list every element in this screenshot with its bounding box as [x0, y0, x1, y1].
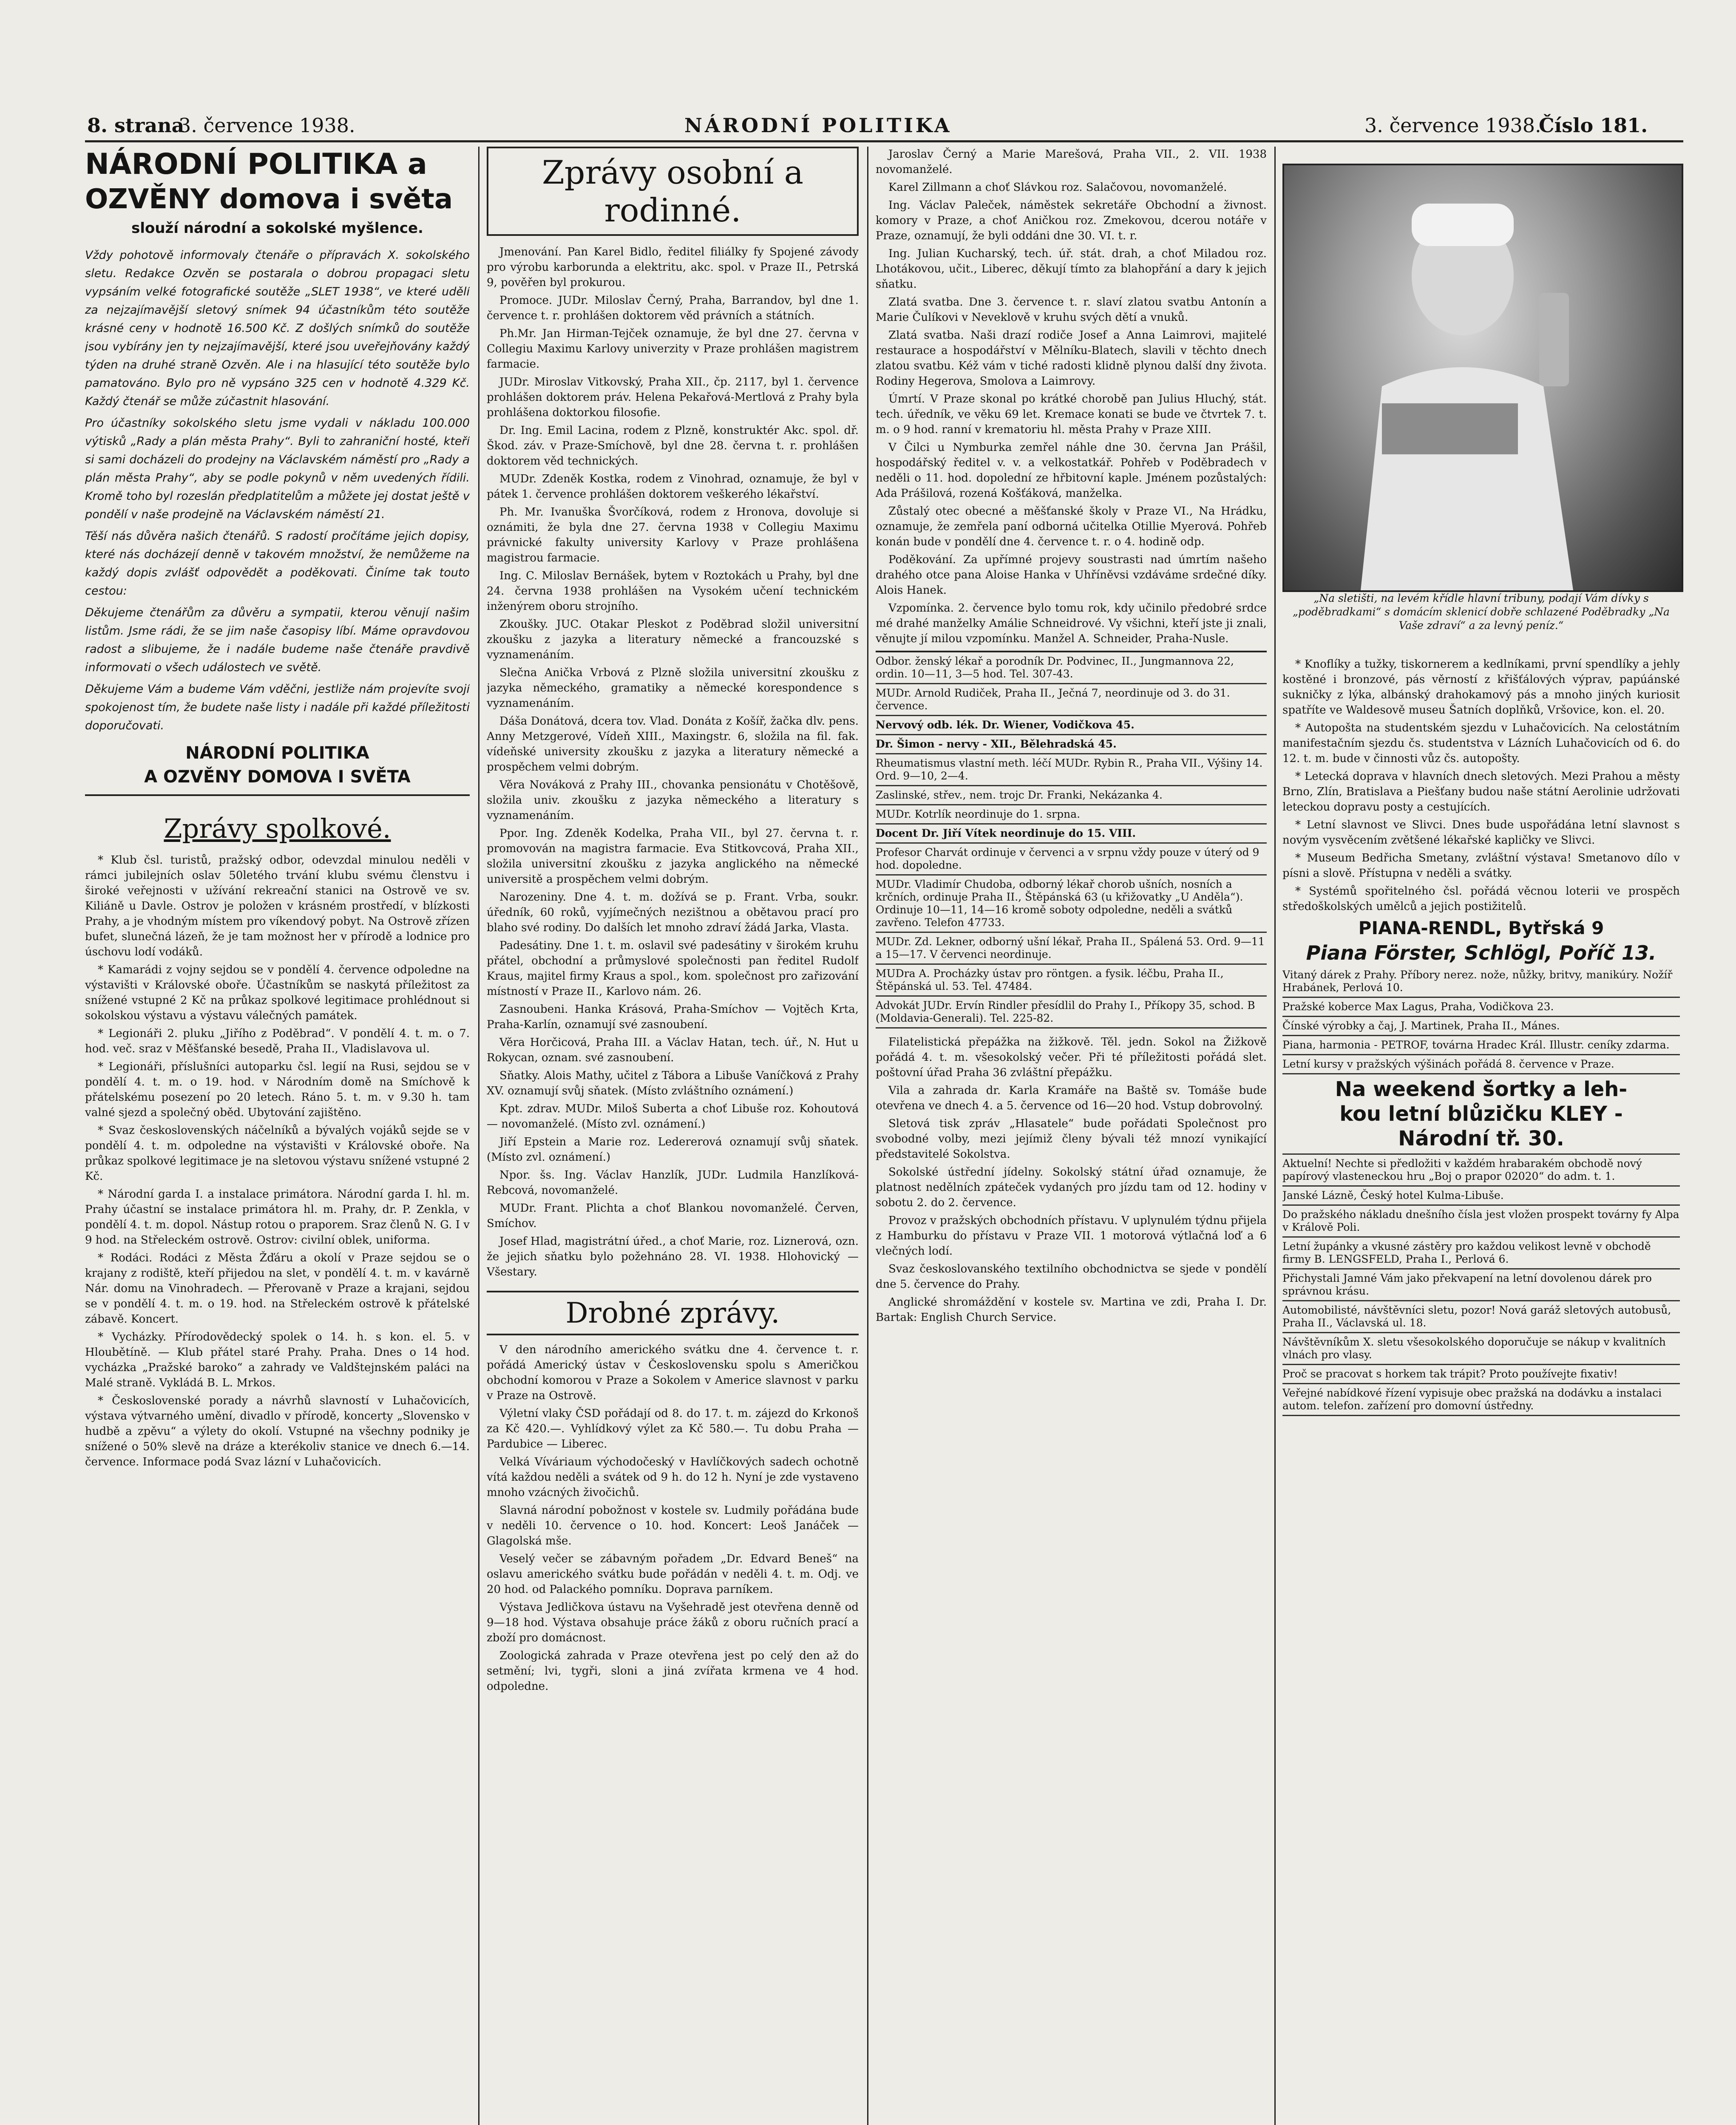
- promo-title-3: slouží národní a sokolské myšlence.: [131, 220, 423, 237]
- osobni-item: Poděkování. Za upřímné projevy soustrasti nad úmrtím našeho drahého otce pana Aloise Hanka v Uhříněvsi vzdáváme srdečné díky. Alois Hanek.: [876, 553, 1267, 597]
- ad-item: Návštěvníkům X. sletu všesokolského doporučuje se nákup v kvalitních vlnách pro vlasy.: [1282, 1333, 1680, 1365]
- promo-paragraph: Vždy pohotově informovaly čtenáře o přípravách X. sokolského sletu. Redakce Ozvěn se postarala o dobrou propagaci sletu vypsáním velké fotografické soutěže „SLET 1938“, ve které udělí za nejzajímavější sletový snímek 94 účastníkům této soutěže krásné ceny v hodnotě 16.500 Kč. Z došlých snímků do soutěže jsou vybírány jen ty nejzajímavější, které jsou uveřejňovány každý týden na druhé straně Ozvěn. Ale i na hlasující této soutěže bylo pamatováno. Bylo pro ně vypsáno 325 cen v hodnotě 4.329 Kč. Každý čtenář se může zúčastnit hlasování.: [85, 249, 470, 408]
- osobni-item: Slečna Anička Vrbová z Plzně složila universitní zkoušku z jazyka německého, gramatiky a německé korespondence s vyznamenáním.: [487, 666, 859, 710]
- osobni-item: Ing. Julian Kucharský, tech. úř. stát. drah, a choť Miladou roz. Lhotákovou, učit., Liberec, děkují tímto za blahopřání a dary k jejich sňatku.: [876, 247, 1267, 291]
- promo-signature-2: A OZVĚNY DOMOVA I SVĚTA: [144, 767, 411, 787]
- osobni-item: Zlatá svatba. Dne 3. července t. r. slaví zlatou svatbu Antonín a Marie Čulíkovi v Neveklově v kruhu svých dětí a vnuků.: [876, 296, 1267, 324]
- osobni-item: Ph.Mr. Jan Hirman-Tejček oznamuje, že byl dne 27. června v Collegiu Maximu Karlovy univerzity v Praze prohlášen magistrem farmacie.: [487, 327, 859, 371]
- osobni-item: Josef Hlad, magistrátní úřed., a choť Marie, roz. Liznerová, ozn. že jejich sňatku bylo požehnáno 28. VI. 1938. Hlohovický — Všestary.: [487, 1235, 859, 1278]
- promo-title-2: OZVĚNY domova i světa: [85, 184, 453, 215]
- osobni-item: Promoce. JUDr. Miloslav Černý, Praha, Barrandov, byl dne 1. července t. r. prohlášen doktorem věd právních a státních.: [487, 294, 859, 322]
- drobne-item: Sokolské ústřední jídelny. Sokolský státní úřad oznamuje, že platnost nedělních zpáteček vydaných pro jízdu tam od 12. hodiny v sobotu 2. do 2. července.: [876, 1166, 1267, 1209]
- right-column: [1282, 657, 1680, 2125]
- ad-item: MUDr. Zd. Lekner, odborný ušní lékař, Praha II., Spálená 53. Ord. 9—11 a 15—17. V červenci neordinuje.: [876, 933, 1267, 965]
- osobni-item: Sňatky. Alois Mathy, učitel z Tábora a Libuše Vaníčková z Prahy XV. oznamují svůj sňatek. (Místo zvláštního oznámení.): [487, 1069, 859, 1097]
- osobni-item: V Čilci u Nymburka zemřel náhle dne 30. června Jan Prášil, hospodářský ředitel v. v. a velkostatkář. Pohřeb v Poděbradech v neděli o 11. hod. dopolední ze hřbitovní kaple. Jménem pozůstalých: Ada Prášilová, rozená Košťáková, manželka.: [876, 441, 1267, 500]
- issue-number: Číslo 181.: [1539, 114, 1648, 137]
- osobni-item: Jaroslav Černý a Marie Marešová, Praha VII., 2. VII. 1938 novomanželé.: [876, 148, 1267, 176]
- ad-item: Veřejné nabídkové řízení vypisuje obec pražská na dodávku a instalaci autom. telefon. zařízení pro domovní ústředny.: [1282, 1384, 1680, 1416]
- drobne-item: Zoologická zahrada v Praze otevřena jest po celý den až do setmění; lvi, tygři, sloni a jiná zvířata krmena ve 4 hod. odpoledne.: [487, 1649, 859, 1693]
- ad-kley-line-3: Národní tř. 30.: [1398, 1127, 1564, 1150]
- ad-item: MUDra A. Procházky ústav pro röntgen. a fysik. léčbu, Praha II., Štěpánská ul. 53. Tel. 47484.: [876, 965, 1267, 997]
- ad-item: Dr. Šimon - nervy - XII., Bělehradská 45.: [876, 735, 1267, 754]
- ad-item: MUDr. Kotrlík neordinuje do 1. srpna.: [876, 805, 1267, 824]
- osobni-item: Vzpomínka. 2. července bylo tomu rok, kdy učinilo předobré srdce mé drahé manželky Amálie Schneidrové. Vy všichni, kteří jste ji znali, věnujte jí milou vzpomínku. Manžel A. Schneider, Praha-Nusle.: [876, 602, 1267, 645]
- drobne-item: Vila a zahrada dr. Karla Kramáře na Baště sv. Tomáše bude otevřena ve dnech 4. a 5. července od 16—20 hod. Vstup dobrovolný.: [876, 1084, 1267, 1112]
- promo-paragraph: Těší nás důvěra našich čtenářů. S radostí pročítáme jejich dopisy, které nás docházejí denně v takovém množství, že nemůžeme na každý dopis zvlášť odpovědět a poděkovati. Činíme tak touto cestou:: [85, 530, 470, 598]
- ad-item: Zaslinské, střev., nem. trojc Dr. Franki, Nekázanka 4.: [876, 786, 1267, 805]
- osobni-item: Úmrtí. V Praze skonal po krátké chorobě pan Julius Hluchý, stát. tech. úředník, ve věku 69 let. Kremace konati se bude ve čtvrtek 7. t. m. o 9 hod. ranní v krematoriu hl. města Prahy v Praze XIII.: [876, 393, 1267, 436]
- drobne-item: V den národního amerického svátku dne 4. července t. r. pořádá Americký ústav v Československu spolu s Američkou obchodní komorou v Praze a Sokolem v Americe slavnost v parku v Praze na Ostrově.: [487, 1343, 859, 1402]
- left-column: [85, 147, 470, 2125]
- drobne-item: Anglické shromáždění v kostele sv. Martina ve zdi, Praha I. Dr. Bartak: English Church Service.: [876, 1296, 1267, 1324]
- ad-item: Odbor. ženský lékař a porodník Dr. Podvinec, II., Jungmannova 22, ordin. 10—11, 3—5 hod. Tel. 307-43.: [876, 652, 1267, 684]
- news-item: * Museum Bedřicha Smetany, zvláštní výstava! Smetanovo dílo v písni a slově. Přístupna v neděli a svátky.: [1282, 852, 1680, 880]
- promo-paragraph: Děkujeme čtenářům za důvěru a sympatii, kterou věnují našim listům. Jsme rádi, že se jim naše časopisy líbí. Máme opravdovou radost a slibujeme, že i nadále budeme naše čtenáře pravdivě informovati o všech událostech ve světě.: [85, 606, 470, 674]
- osobni-item: Ing. C. Miloslav Bernášek, bytem v Roztokách u Prahy, byl dne 24. června 1938 prohlášen na Vysokém učení technickém inženýrem oboru strojního.: [487, 570, 859, 613]
- osobni-item: Padesátiny. Dne 1. t. m. oslavil své padesátiny v širokém kruhu přátel, obchodní a průmyslové společnosti pan ředitel Rudolf Kraus, majitel firmy Kraus a spol., kom. společnost pro zařizování místností v Praze II., Karlovo nám. 26.: [487, 939, 859, 998]
- osobni-title: Zprávy osobní a rodinné.: [487, 147, 859, 236]
- spolkove-title: Zprávy spolkové.: [164, 813, 391, 844]
- osobni-item: Ppor. Ing. Zdeněk Kodelka, Praha VII., byl 27. června t. r. promovován na magistra farmacie. Eva Stitkovcová, Praha XII., složila universitní zkoušku z jazyka anglického na německé universitě a prospěchem velmi dobrým.: [487, 827, 859, 886]
- column-divider-3: [1274, 147, 1276, 2125]
- ad-kley-line-2: kou letní blůzičku KLEY -: [1339, 1102, 1623, 1126]
- photo-illustration: [1284, 165, 1682, 590]
- ad-item: MUDr. Arnold Rudiček, Praha II., Ječná 7, neordinuje od 3. do 31. července.: [876, 684, 1267, 716]
- osobni-item: MUDr. Frant. Plichta a choť Blankou novomanželé. Červen, Smíchov.: [487, 1202, 859, 1230]
- news-item: * Letní slavnost ve Slivci. Dnes bude uspořádána letní slavnost s novým vysvěcením zvětšené lékařské kapličky ve Slivci.: [1282, 819, 1680, 847]
- spolkove-item: * Svaz československých náčelníků a bývalých vojáků sejde se v pondělí 4. t. m. odpoledne na výstavišti v Královské oboře. Na průkaz spolkové legitimace je na sletovou výstavu snížené vstupné 2 Kč.: [85, 1124, 470, 1183]
- ad-item: Piana, harmonia - PETROF, továrna Hradec Král. Illustr. ceníky zdarma.: [1282, 1036, 1680, 1055]
- osobni-item: Zůstalý otec obecné a měšťanské školy v Praze VI., Na Hrádku, oznamuje, že zemřela paní odborná učitelka Otillie Myerová. Pohřeb konán bude v pondělí dne 4. července t. r. o 4. hodině odp.: [876, 505, 1267, 548]
- medical-ads: [876, 651, 1267, 1028]
- ad-item: Automobilisté, návštěvníci sletu, pozor! Nová garáž sletových autobusů, Praha II., Václavská ul. 18.: [1282, 1301, 1680, 1333]
- ad-item: Rheumatismus vlastní meth. léčí MUDr. Rybin R., Praha VII., Výšiny 14. Ord. 9—10, 2—4.: [876, 754, 1267, 786]
- news-item: * Letecká doprava v hlavních dnech sletových. Mezi Prahou a městy Brno, Zlín, Bratislava a Piešťany budou naše státní Aerolinie udržovati leteckou dopravu posty a cestujících.: [1282, 770, 1680, 813]
- promo-paragraph: Děkujeme Vám a budeme Vám vděčni, jestliže nám projevíte svojí spokojenost tím, že budete naše listy i nadále při každé příležitosti doporučovati.: [85, 683, 470, 732]
- photo-caption: „Na sletišti, na levém křídle hlavní tribuny, podají Vám dívky s „poděbradkami“ s domácím sklenicí dobře schlazené Poděbradky „Na Vaše zdraví“ a za levný peníz.“: [1293, 592, 1670, 632]
- osobni-item: Jiří Epstein a Marie roz. Ledererová oznamují svůj sňatek. (Místo zvl. oznámení.): [487, 1136, 859, 1164]
- column-divider-2: [867, 147, 868, 2125]
- osobni-item: Ing. Václav Paleček, náměstek sekretáře Obchodní a živnost. komory v Praze, a choť Aničkou roz. Zmekovou, dcerou notáře v Praze, oznamují, že byli oddáni dne 30. VI. t. r.: [876, 199, 1267, 242]
- ad-item: Letní kursy v pražských výšinách pořádá 8. července v Praze.: [1282, 1055, 1680, 1074]
- bottle-shape: [1539, 293, 1569, 386]
- drobne-item: Sletová tisk zpráv „Hlasatele“ bude pořádati Společnost pro svobodné volby, mezi jejímiž členy bývali též mnozí vynikající představitelé Sokolstva.: [876, 1117, 1267, 1161]
- promo-box: [85, 147, 470, 796]
- page-number: 8. strana: [87, 114, 184, 137]
- drobne-item: Veselý večer se zábavným pořadem „Dr. Edvard Beneš“ na oslavu amerického svátku bude pořádán v neděli 4. t. m. Odj. ve 20 hod. od Palackého pomníku. Doprava parníkem.: [487, 1553, 859, 1596]
- ad-kley-line-1: Na weekend šortky a leh-: [1335, 1077, 1628, 1101]
- spolkove-item: * Legionáři 2. pluku „Jiřího z Poděbrad“. V pondělí 4. t. m. o 7. hod. več. sraz v Měšťanské besedě, Praha II., Vladislavova ul.: [85, 1027, 470, 1055]
- ad-item: Letní župánky a vkusné zástěry pro každou velikost levně v obchodě firmy B. LENGSFELD, Praha I., Perlová 6.: [1282, 1238, 1680, 1269]
- news-item: * Systémů spořitelného čsl. pořádá věcnou loterii ve prospěch středoškolských umělců a jejich postižitelů.: [1282, 885, 1680, 913]
- spolkove-item: * Kamarádi z vojny sejdou se v pondělí 4. července odpoledne na výstavišti v Královské oboře. Účastníkům se naskytá příležitost za snížené vstupné 2 Kč na průkaz spolkové legitimace prohlédnout si sokolskou výstavu a výstavu válečných památek.: [85, 963, 470, 1022]
- osobni-item: Dr. Ing. Emil Lacina, rodem z Plzně, konstruktér Akc. spol. dř. Škod. záv. v Praze-Smíchově, byl dne 28. června t. r. prohlášen doktorem věd technických.: [487, 424, 859, 468]
- spolkove-item: * Vycházky. Přírodovědecký spolek o 14. h. s kon. el. 5. v Hloubětíně. — Klub přátel staré Prahy. Praha. Dnes o 14 hod. vycházka „Pražské baroko“ a zahrady ve Valdštejnském paláci na Malé straně. Vykládá B. L. Mrkos.: [85, 1331, 470, 1389]
- drobne-item: Výstava Jedličkova ústavu na Vyšehradě jest otevřena denně od 9—18 hod. Výstava obsahuje práce žáků z oboru ručních prací a zboží pro domácnost.: [487, 1601, 859, 1644]
- drobne-title: Drobné zprávy.: [487, 1291, 859, 1335]
- ad-item: Proč se pracovat s horkem tak trápit? Proto používejte fixativ!: [1282, 1365, 1680, 1384]
- drobne-item: Provoz v pražských obchodních přístavu. V uplynulém týdnu přijela z Hamburku do přístavu v Praze VII. 1 motorová výtlačná loď a 6 vlečných lodí.: [876, 1214, 1267, 1258]
- drobne-item: Velká Víváriaum východočeský v Havlíčkových sadech ochotně vítá každou neděli a svátek od 9 h. do 12 h. Nyní je zde vystaveno mnoho vzácných živočichů.: [487, 1456, 859, 1499]
- spolkove-item: * Rodáci. Rodáci z Města Žďáru a okolí v Praze sejdou se o krajany z rodiště, kteří přijedou na slet, v pondělí 4. t. m. v kavárně Nár. domu na Vinohradech. — Přerovaně v Praze a krajani, sejdou se v pondělí 4. t. m. o 19. hod. na Střeleckém ostrově k přátelské zábavě. Koncert.: [85, 1252, 470, 1326]
- spolkove-item: * Národní garda I. a instalace primátora. Národní garda I. hl. m. Prahy účastní se instalace primátora hl. m. Prahy, dr. P. Zenkla, v pondělí 4. t. m. dopol. Nástup rotou o praporem. Sraz členů N. G. I v 9 hod. na Střeleckém ostrově. Ostrov: civilní oblek, uniforma.: [85, 1188, 470, 1247]
- ad-item: Docent Dr. Jiří Vítek neordinuje do 15. VIII.: [876, 824, 1267, 844]
- promo-signature-1: NÁRODNÍ POLITIKA: [185, 743, 369, 763]
- ad-piana-forster: Piana Förster, Schlögl, Poříč 13.: [1306, 941, 1657, 964]
- news-item: * Knoflíky a tužky, tiskornerem a kedlníkami, první spendlíky a jehly kostěné i bronzové, pás věrností z křišťálových výprav, papúánské sukničky z lýka, albánský drahokamový pás a mnoho jiných kuriosit spatříte ve Waldesově museu Šatních doplňků, Vršovice, kon. el. 20.: [1282, 658, 1680, 717]
- masthead: NÁRODNÍ POLITIKA: [684, 114, 952, 137]
- osobni-item: Narozeniny. Dne 4. t. m. dožívá se p. Frant. Vrba, soukr. úředník, 60 roků, vyjímečných nezištnou a obětavou prací pro blaho své rodiny. Do dalších let mnoho zdraví žádá Jarka, Vlasta.: [487, 891, 859, 934]
- ad-kley: [1282, 1074, 1680, 1155]
- ad-item: Přichystali Jamné Vám jako překvapení na letní dovolenou dárek pro správnou krásu.: [1282, 1269, 1680, 1301]
- osobni-item: Věra Horčicová, Praha III. a Václav Hatan, tech. úř., N. Hut u Rokycan, oznam. své zasnoubení.: [487, 1036, 859, 1064]
- header-date-right: 3. července 1938.: [1364, 114, 1541, 137]
- ad-item: Advokát JUDr. Ervín Rindler přesídlil do Prahy I., Příkopy 35, schod. B (Moldavia-Generali). Tel. 225-82.: [876, 997, 1267, 1028]
- osobni-item: Zasnoubeni. Hanka Krásová, Praha-Smíchov — Vojtěch Krta, Praha-Karlín, oznamují své zasnoubení.: [487, 1003, 859, 1031]
- drobne-item: Filatelistická přepážka na žižkově. Těl. jedn. Sokol na Žižkově pořádá 4. t. m. všesokolský večer. Při té příležitosti pořádá slet. poštovní úřad Praha 36 zvláštní přepážku.: [876, 1036, 1267, 1079]
- middle-column: [487, 147, 859, 2125]
- header-rule: [85, 140, 1683, 142]
- column-divider-1: [478, 147, 479, 2125]
- osobni-item: Npor. šs. Ing. Václav Hanzlík, JUDr. Ludmila Hanzlíková-Rebcová, novomanželé.: [487, 1169, 859, 1197]
- ad-item: Pražské koberce Max Lagus, Praha, Vodičkova 23.: [1282, 998, 1680, 1017]
- spolkove-item: * Československé porady a návrhů slavností v Luhačovicích, výstava výtvarného umění, divadlo v přírodě, koncerty „Slovensko v hudbě a zpěvu“ a výlety do okolí. Vstupné na všechny podniky je snížené o 50% slevě na dráze a kterékoliv stanice ve dnech 6.—14. července. Informace podá Svaz lázní v Luhačovicích.: [85, 1394, 470, 1468]
- cap-shape: [1412, 204, 1514, 246]
- ad-item: Čínské výrobky a čaj, J. Martinek, Praha II., Mánes.: [1282, 1017, 1680, 1036]
- news-item: * Autopošta na studentském sjezdu v Luhačovicích. Na celostátním manifestačním sjezdu čs. studentstva v Lázních Luhačovicích od 6. do 12. t. m. bude v činnosti vůz čs. autopošty.: [1282, 722, 1680, 765]
- drobne-item: Výletní vlaky ČSD pořádají od 8. do 17. t. m. zájezd do Krkonoš za Kč 420.—. Vyhlídkový výlet za Kč 580.—. Tu dobu Praha — Pardubice — Liberec.: [487, 1407, 859, 1451]
- osobni-item: Kpt. zdrav. MUDr. Miloš Suberta a choť Libuše roz. Kohoutová — novomanželé. (Místo zvl. oznámení.): [487, 1102, 859, 1130]
- poděbradky-photo: [1282, 164, 1683, 592]
- ad-item: Aktuelní! Nechte si předložiti v každém hrabarakém obchodě nový papírový vlasteneckou hru „Boj o prapor 02020“ do adm. t. 1.: [1282, 1155, 1680, 1187]
- osobni-item: MUDr. Zdeněk Kostka, rodem z Vinohrad, oznamuje, že byl v pátek 1. července prohlášen doktorem veškerého lékařství.: [487, 473, 859, 501]
- osobni-item: Zlatá svatba. Naši drazí rodiče Josef a Anna Laimrovi, majitelé restaurace a hospodářství v Mělníku-Blatech, slavili v těchto dnech zlatou svatbu. Kéž vám v tiché radosti klidně plynou další dny života. Rodiny Hegerova, Smolova a Laimrovy.: [876, 329, 1267, 388]
- promo-title-1: NÁRODNÍ POLITIKA a: [85, 147, 427, 181]
- ad-piana-rendl: PIANA-RENDL, Bytřská 9: [1358, 918, 1604, 938]
- osobni-item: Karel Zillmann a choť Slávkou roz. Salačovou, novomanželé.: [888, 181, 1227, 194]
- ad-item: Vitaný dárek z Prahy. Příbory nerez. nože, nůžky, britvy, manikúry. Nožíř Hrabánek, Perlová 10.: [1282, 966, 1680, 998]
- ad-item: Janské Lázně, Český hotel Kulma-Libuše.: [1282, 1187, 1680, 1206]
- ad-item: Profesor Charvát ordinuje v červenci a v srpnu vždy pouze v úterý od 9 hod. dopoledne.: [876, 844, 1267, 876]
- tray-shape: [1382, 403, 1518, 454]
- osobni-item: JUDr. Miroslav Vitkovský, Praha XII., čp. 2117, byl 1. července prohlášen doktorem práv. Helena Pekařová-Mertlová z Prahy byla prohlášena doktorkou filosofie.: [487, 376, 859, 419]
- osobni-item: Zkoušky. JUC. Otakar Pleskot z Poděbrad složil universitní zkoušku z jazyka a literatury německé a francouzské s vyznamenáním.: [487, 618, 859, 661]
- promo-paragraph: Pro účastníky sokolského sletu jsme vydali v nákladu 100.000 výtisků „Rady a plán města Prahy“. Byli to zahraniční hosté, kteří si sami docházeli do prodejny na Václavském náměstí pro „Rady a plán města Prahy“, aby se podle pokynů v něm uvedených řídili. Kromě toho byl rozeslán předplatitelům a můžete jej dostat ještě v pondělí v naše prodejně na Václavském náměstí 21.: [85, 416, 470, 521]
- drobne-item: Svaz českoslovanského textilního obchodnictva se sjede v pondělí dne 5. července do Prahy.: [876, 1263, 1267, 1291]
- ad-item: Nervový odb. lék. Dr. Wiener, Vodičkova 45.: [876, 716, 1267, 735]
- ad-item: Do pražského nákladu dnešního čísla jest vložen prospekt továrny fy Alpa v Králově Poli.: [1282, 1206, 1680, 1238]
- drobne-item: Slavná národní pobožnost v kostele sv. Ludmily pořádána bude v neděli 10. července o 10. hod. Koncert: Leoš Janáček — Glagolská mše.: [487, 1504, 859, 1547]
- apron-shape: [1361, 367, 1573, 590]
- header-date-left: 3. července 1938.: [179, 114, 355, 137]
- osobni-item: Věra Nováková z Prahy III., chovanka pensionátu v Chotěšově, složila univ. zkoušku z jazyka německého a literatury s vyznamenáním.: [487, 779, 859, 822]
- right-middle-column: [876, 147, 1267, 2125]
- osobni-item: Ph. Mr. Ivanuška Švorčíková, rodem z Hronova, dovoluje si oznámiti, že byla dne 27. června 1938 v Collegiu Maximu právnické fakulty university Karlovy v Praze prohlášena magistrou farmacie.: [487, 506, 859, 564]
- ad-item: MUDr. Vladimír Chudoba, odborný lékař chorob ušních, nosních a krčních, ordinuje Praha II., Štěpánská 63 (u křižovatky „U Anděla“). Ordinuje 10—11, 14—16 kromě soboty odpoledne, neděli a svátků zavřeno. Telefon 47733.: [876, 876, 1267, 933]
- spolkove-item: * Klub čsl. turistů, pražský odbor, odevzdal minulou neděli v rámci jubilejních oslav 50letého trvání klubu svému členstvu i široké veřejnosti v užívání rekreační stanici na Ostrově ve sv. Kiliáně u Davle. Ostrov je položen v krásném prostředí, v blízkosti Prahy, a je vhodným místem pro víkendový pobyt. Na Ostrově zřízen bufet, slunečná lázeň, že je tam možnost her v přírodě a lodnice pro úschovu lodí vodáků.: [85, 854, 470, 958]
- osobni-item: Jmenování. Pan Karel Bidlo, ředitel filiálky fy Spojené závody pro výrobu karborunda a elektritu, akc. spol. v Praze II., Petrská 9, pověřen byl prokurou.: [487, 246, 859, 289]
- spolkove-item: * Legionáři, příslušníci autoparku čsl. legií na Rusi, sejdou se v pondělí 4. t. m. o 19. hod. v Národním domě na Smíchově k přátelskému posezení po 20 letech. Ráno 5. t. m. v 9.30 h. tam valné sjezd a společný oběd. Ubytování zajištěno.: [85, 1060, 470, 1119]
- osobni-item: Dáša Donátová, dcera tov. Vlad. Donáta z Košíř, žačka dlv. pens. Anny Metzgerové, Vídeň XIII., Maxingstr. 6, složila na fil. fak. vídeňské university zkoušku z jazyka a literatury německé a prospěchem velmi dobrým.: [487, 715, 859, 774]
